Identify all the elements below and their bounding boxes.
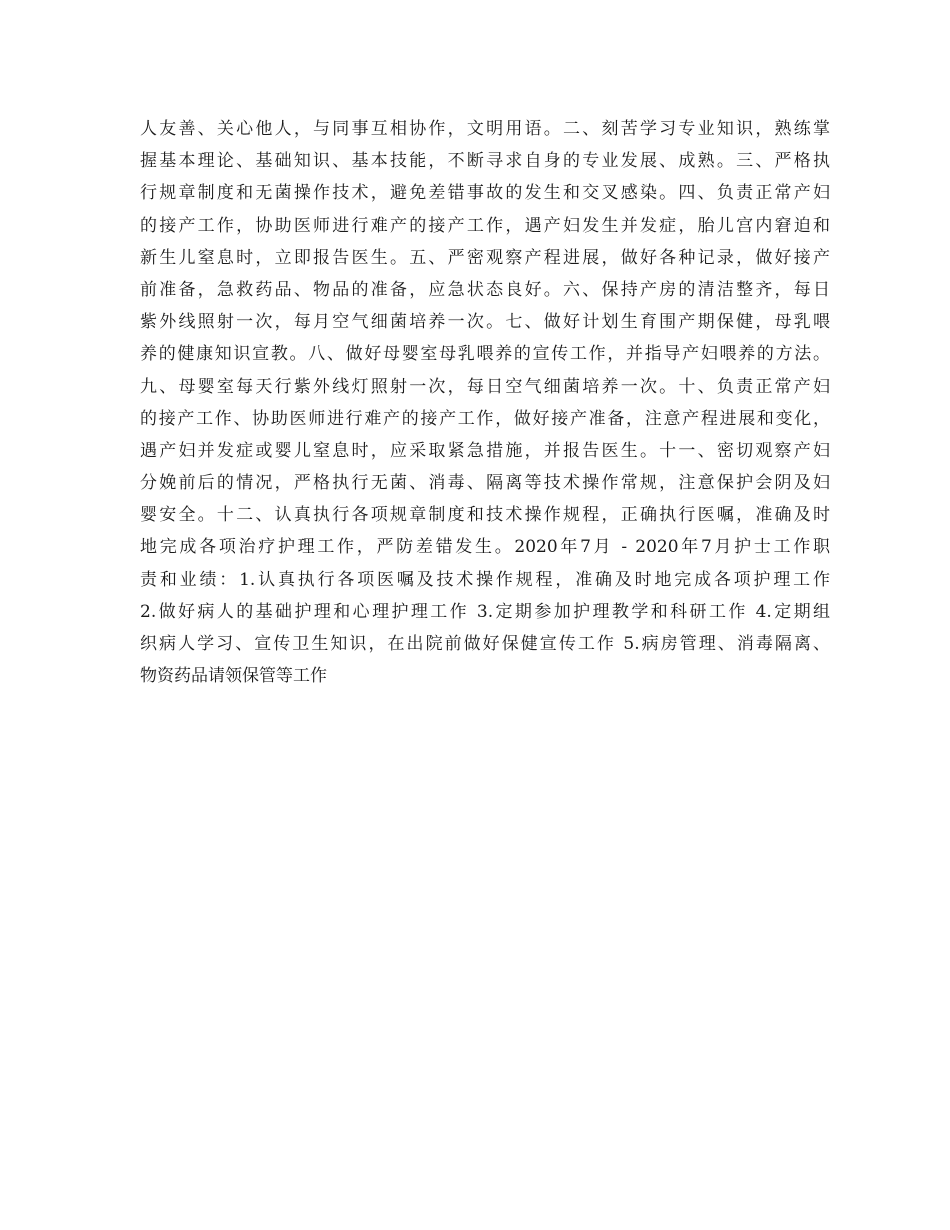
text-line: 前准备，急救药品、物品的准备，应急状态良好。六、保持产房的清洁整齐，每日 bbox=[140, 279, 830, 300]
text-line: 的接产工作、协助医师进行难产的接产工作，做好接产准备，注意产程进展和变化， bbox=[140, 408, 830, 429]
text-line: 人友善、关心他人，与同事互相协作，文明用语。二、刻苦学习专业知识，熟练掌 bbox=[140, 119, 830, 139]
text-line: 遇产妇并发症或婴儿窒息时，应采取紧急措施，并报告医生。十一、密切观察产妇 bbox=[140, 440, 830, 461]
text-line: 握基本理论、基础知识、基本技能，不断寻求自身的专业发展、成熟。三、严格执 bbox=[140, 151, 830, 172]
text-line: 地完成各项治疗护理工作，严防差错发生。2020年7月 - 2020年7月护士工作职 bbox=[140, 537, 830, 558]
text-line: 新生儿窒息时，立即报告医生。五、严密观察产程进展，做好各种记录，做好接产 bbox=[140, 247, 830, 268]
text-line: 织病人学习、宣传卫生知识，在出院前做好保健宣传工作 5.病房管理、消毒隔离、 bbox=[140, 634, 830, 654]
text-line: 紫外线照射一次，每月空气细菌培养一次。七、做好计划生育围产期保健，母乳喂 bbox=[140, 312, 830, 333]
text-line: 的接产工作，协助医师进行难产的接产工作，遇产妇发生并发症，胎儿宫内窘迫和 bbox=[140, 215, 830, 236]
text-line: 责和业绩：1.认真执行各项医嘱及技术操作规程，准确及时地完成各项护理工作 bbox=[140, 569, 830, 590]
text-line: 婴安全。十二、认真执行各项规章制度和技术操作规程，正确执行医嘱，准确及时 bbox=[140, 505, 830, 526]
text-line: 行规章制度和无菌操作技术，避免差错事故的发生和交叉感染。四、负责正常产妇 bbox=[140, 183, 830, 204]
text-line: 2.做好病人的基础护理和心理护理工作 3.定期参加护理教学和科研工作 4.定期组 bbox=[140, 601, 830, 622]
text-line: 物资药品请领保管等工作 bbox=[140, 666, 327, 687]
document-body-text bbox=[140, 113, 830, 692]
text-line: 九、母婴室每天行紫外线灯照射一次，每日空气细菌培养一次。十、负责正常产妇 bbox=[140, 376, 830, 397]
text-line: 分娩前后的情况，严格执行无菌、消毒、隔离等技术操作常规，注意保护会阴及妇 bbox=[140, 473, 830, 494]
text-line: 养的健康知识宣教。八、做好母婴室母乳喂养的宣传工作，并指导产妇喂养的方法。 bbox=[140, 344, 830, 365]
